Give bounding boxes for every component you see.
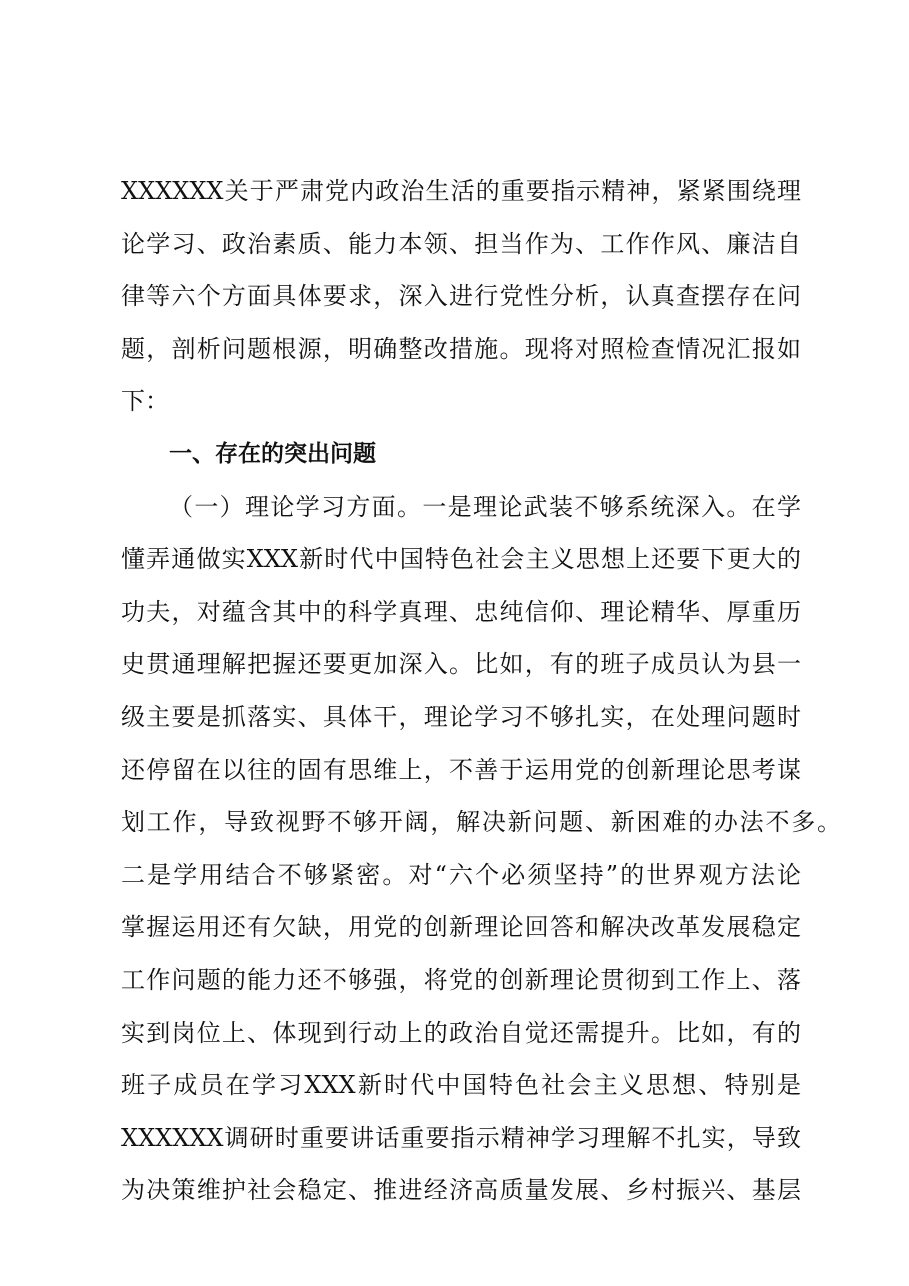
- body-line-9: 掌握运用还有欠缺，用党的创新理论回答和解决改革发展稳定: [121, 913, 801, 942]
- intro-line-5: 下：: [121, 387, 169, 416]
- body-line-11: 实到岗位上、体现到行动上的政治自觉还需提升。比如，有的: [121, 1018, 801, 1047]
- section-heading: 一、存在的突出问题: [169, 440, 376, 467]
- intro-line-2: 论学习、政治素质、能力本领、担当作为、工作作风、廉洁自: [121, 229, 801, 258]
- body-line-10: 工作问题的能力还不够强，将党的创新理论贯彻到工作上、落: [121, 965, 801, 994]
- document-body: [121, 165, 841, 1217]
- body-line-14: 为决策维护社会稳定、推进经济高质量发展、乡村振兴、基层: [121, 1176, 801, 1205]
- body-line-1: （一）理论学习方面。一是理论武装不够系统深入。在学: [169, 492, 801, 521]
- intro-line-4: 题，剖析问题根源，明确整改措施。现将对照检查情况汇报如: [121, 334, 801, 363]
- body-line-7: 划工作，导致视野不够开阔，解决新问题、新困难的办法不多。: [121, 808, 841, 837]
- body-line-13: XXXXXX调研时重要讲话重要指示精神学习理解不扎实，导致: [121, 1123, 801, 1152]
- body-line-2: 懂弄通做实XXX新时代中国特色社会主义思想上还要下更大的: [121, 545, 801, 574]
- body-line-6: 还停留在以往的固有思维上，不善于运用党的创新理论思考谋: [121, 755, 801, 784]
- body-line-8: 二是学用结合不够紧密。对“六个必须坚持”的世界观方法论: [121, 860, 801, 889]
- body-line-5: 级主要是抓落实、具体干，理论学习不够扎实，在处理问题时: [121, 702, 801, 731]
- intro-line-1: XXXXXX关于严肃党内政治生活的重要指示精神，紧紧围绕理: [121, 177, 801, 205]
- intro-line-3: 律等六个方面具体要求，深入进行党性分析，认真查摆存在问: [121, 282, 801, 311]
- body-line-12: 班子成员在学习XXX新时代中国特色社会主义思想、特别是: [121, 1071, 801, 1100]
- body-line-3: 功夫，对蕴含其中的科学真理、忠纯信仰、理论精华、厚重历: [121, 597, 801, 626]
- body-line-4: 史贯通理解把握还要更加深入。比如，有的班子成员认为县一: [121, 650, 801, 679]
